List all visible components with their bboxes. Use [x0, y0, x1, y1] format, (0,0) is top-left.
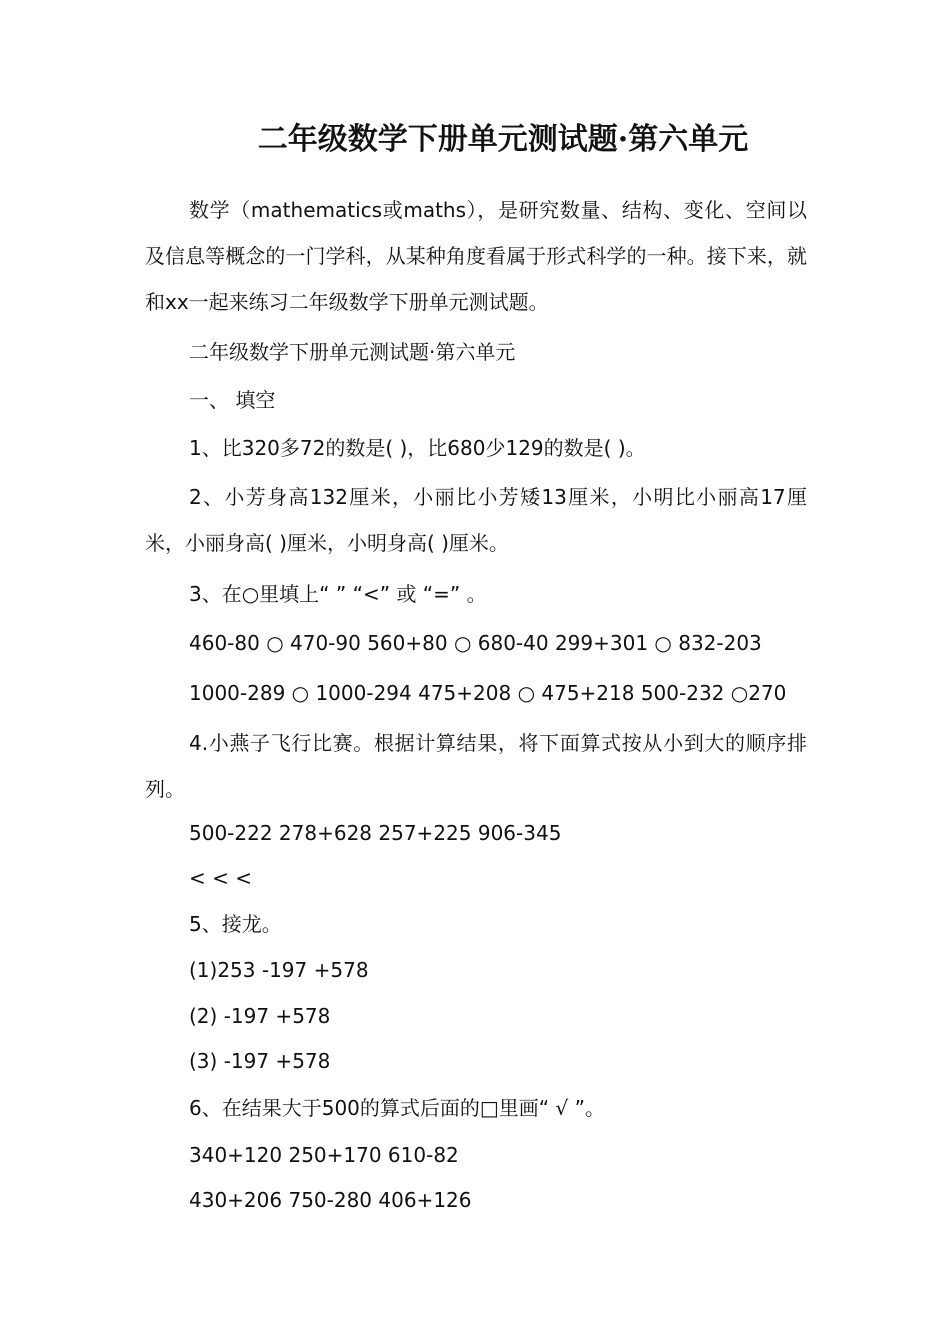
question-5-line-2: (2) -197 +578 [189, 1004, 331, 1028]
question-4-line-1: 500-222 278+628 257+225 906-345 [189, 821, 562, 845]
question-6-line-1: 340+120 250+170 610-82 [189, 1143, 459, 1167]
question-3: 3、在○里填上“ ” “<” 或 “=” 。 [189, 582, 487, 606]
intro-paragraph: 数学（mathematics或maths），是研究数量、结构、变化、空间以及信息等概念的一门学科，从某种角度看属于形式科学的一种。接下来，就和xx一起来练习二年级数学下册单元测试题。 [145, 198, 807, 314]
question-5: 5、接龙。 [189, 912, 282, 936]
question-6-line-2: 430+206 750-280 406+126 [189, 1188, 472, 1212]
section-heading-fill-blank: 一、 填空 [189, 388, 276, 412]
question-5-line-3: (3) -197 +578 [189, 1049, 331, 1073]
question-4-line-2: < < < [189, 866, 252, 890]
question-1: 1、比320多72的数是( )，比680少129的数是( )。 [189, 436, 646, 460]
question-4: 4.小燕子飞行比赛。根据计算结果，将下面算式按从小到大的顺序排列。 [145, 731, 807, 801]
subtitle-line: 二年级数学下册单元测试题·第六单元 [189, 340, 516, 364]
question-2: 2、小芳身高132厘米，小丽比小芳矮13厘米，小明比小丽高17厘米，小丽身高( )厘米，小明身高( )厘米。 [145, 485, 807, 555]
document-title: 二年级数学下册单元测试题·第六单元 [257, 122, 749, 157]
question-5-line-1: (1)253 -197 +578 [189, 958, 369, 982]
question-3-line-1: 460-80 ○ 470-90 560+80 ○ 680-40 299+301 ○ 832-203 [189, 631, 762, 655]
question-6: 6、在结果大于500的算式后面的□里画“ √ ”。 [189, 1096, 605, 1120]
question-3-line-2: 1000-289 ○ 1000-294 475+208 ○ 475+218 500-232 ○270 [189, 681, 787, 705]
